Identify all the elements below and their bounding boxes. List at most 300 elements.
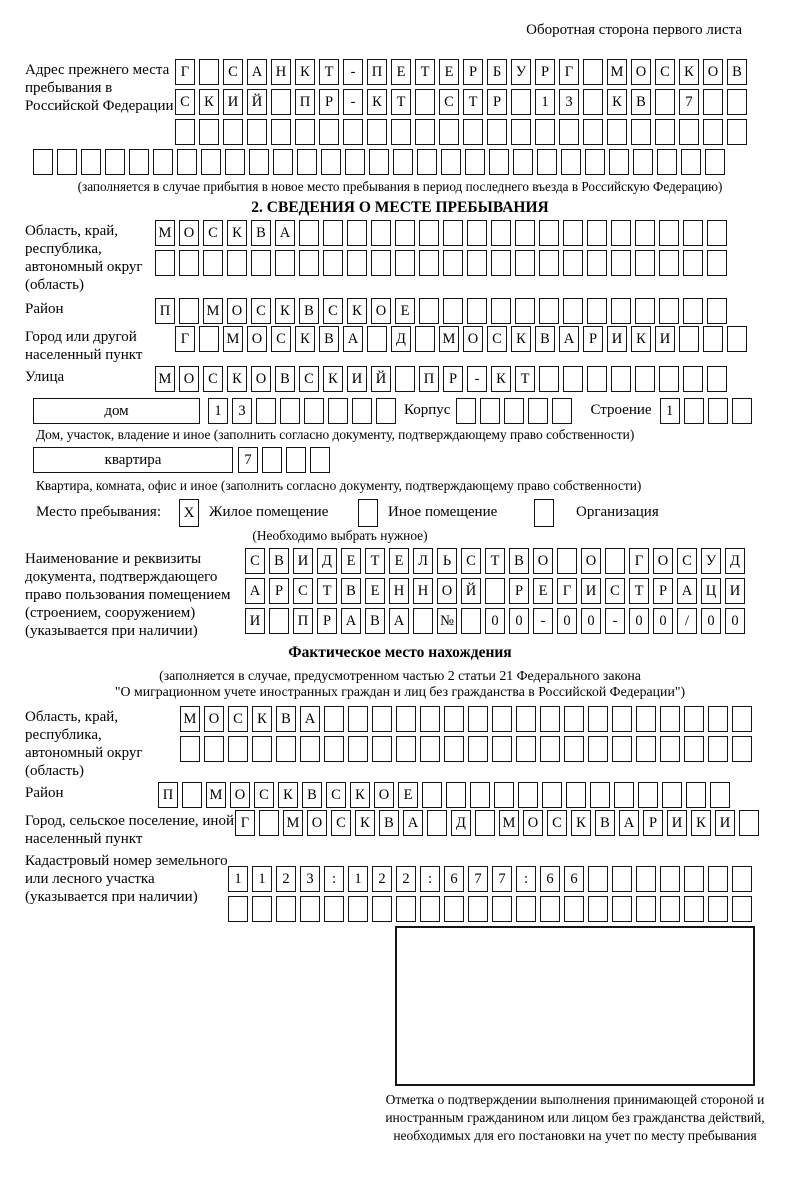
char-cell[interactable]: Т xyxy=(463,89,483,115)
char-cell[interactable]: М xyxy=(155,366,175,392)
char-cell[interactable]: Р xyxy=(269,578,289,604)
char-cell[interactable]: Л xyxy=(413,548,433,574)
char-cell[interactable] xyxy=(707,298,727,324)
char-cell[interactable] xyxy=(475,810,495,836)
char-cell[interactable] xyxy=(177,149,197,175)
char-cell[interactable]: О xyxy=(581,548,601,574)
char-cell[interactable]: 2 xyxy=(372,866,392,892)
char-cell[interactable]: Е xyxy=(341,548,361,574)
char-cell[interactable] xyxy=(587,366,607,392)
char-cell[interactable] xyxy=(422,782,442,808)
char-cell[interactable] xyxy=(540,706,560,732)
char-cell[interactable]: В xyxy=(379,810,399,836)
char-cell[interactable] xyxy=(371,220,391,246)
char-cell[interactable]: Р xyxy=(509,578,529,604)
char-cell[interactable]: 0 xyxy=(629,608,649,634)
char-cell[interactable]: А xyxy=(403,810,423,836)
char-cell[interactable] xyxy=(732,398,752,424)
char-cell[interactable] xyxy=(535,119,555,145)
char-cell[interactable]: № xyxy=(437,608,457,634)
char-cell[interactable]: / xyxy=(677,608,697,634)
char-cell[interactable] xyxy=(614,782,634,808)
char-cell[interactable]: - xyxy=(605,608,625,634)
char-cell[interactable] xyxy=(280,398,300,424)
char-cell[interactable] xyxy=(587,250,607,276)
char-cell[interactable]: Е xyxy=(398,782,418,808)
char-cell[interactable]: К xyxy=(278,782,298,808)
char-cell[interactable] xyxy=(199,326,219,352)
char-cell[interactable]: В xyxy=(727,59,747,85)
char-cell[interactable]: 1 xyxy=(252,866,272,892)
char-cell[interactable]: А xyxy=(341,608,361,634)
char-cell[interactable] xyxy=(528,398,548,424)
char-cell[interactable] xyxy=(153,149,173,175)
char-cell[interactable] xyxy=(419,298,439,324)
char-cell[interactable]: О xyxy=(371,298,391,324)
char-cell[interactable]: Г xyxy=(235,810,255,836)
char-cell[interactable]: О xyxy=(179,220,199,246)
char-cell[interactable]: П xyxy=(367,59,387,85)
char-cell[interactable]: Й xyxy=(247,89,267,115)
char-cell[interactable] xyxy=(708,896,728,922)
char-cell[interactable]: 3 xyxy=(232,398,252,424)
char-cell[interactable] xyxy=(252,736,272,762)
char-cell[interactable] xyxy=(444,736,464,762)
char-cell[interactable]: В xyxy=(302,782,322,808)
char-cell[interactable]: О xyxy=(179,366,199,392)
char-cell[interactable]: И xyxy=(293,548,313,574)
char-cell[interactable] xyxy=(708,736,728,762)
char-cell[interactable] xyxy=(564,706,584,732)
char-cell[interactable] xyxy=(539,298,559,324)
char-cell[interactable]: С xyxy=(605,578,625,604)
char-cell[interactable]: В xyxy=(251,220,271,246)
char-cell[interactable] xyxy=(105,149,125,175)
char-cell[interactable] xyxy=(681,149,701,175)
char-cell[interactable]: 1 xyxy=(660,398,680,424)
char-cell[interactable] xyxy=(395,366,415,392)
char-cell[interactable] xyxy=(662,782,682,808)
char-cell[interactable]: Т xyxy=(415,59,435,85)
char-cell[interactable] xyxy=(203,250,223,276)
char-cell[interactable] xyxy=(612,736,632,762)
char-cell[interactable]: Б xyxy=(487,59,507,85)
char-cell[interactable] xyxy=(252,896,272,922)
char-cell[interactable] xyxy=(271,119,291,145)
char-cell[interactable]: С xyxy=(323,298,343,324)
char-cell[interactable] xyxy=(467,298,487,324)
char-cell[interactable]: - xyxy=(343,59,363,85)
char-cell[interactable] xyxy=(660,866,680,892)
char-cell[interactable]: А xyxy=(343,326,363,352)
char-cell[interactable] xyxy=(494,782,514,808)
char-cell[interactable] xyxy=(256,398,276,424)
char-cell[interactable]: И xyxy=(655,326,675,352)
char-cell[interactable] xyxy=(324,706,344,732)
char-cell[interactable]: 0 xyxy=(485,608,505,634)
char-cell[interactable] xyxy=(686,782,706,808)
char-cell[interactable] xyxy=(655,89,675,115)
char-cell[interactable] xyxy=(420,896,440,922)
char-cell[interactable] xyxy=(367,326,387,352)
char-cell[interactable]: Е xyxy=(389,548,409,574)
char-cell[interactable]: Р xyxy=(463,59,483,85)
char-cell[interactable]: И xyxy=(223,89,243,115)
char-cell[interactable] xyxy=(635,220,655,246)
char-cell[interactable]: 6 xyxy=(540,866,560,892)
char-cell[interactable]: М xyxy=(283,810,303,836)
char-cell[interactable] xyxy=(297,149,317,175)
char-cell[interactable] xyxy=(539,250,559,276)
char-cell[interactable] xyxy=(259,810,279,836)
char-cell[interactable] xyxy=(461,608,481,634)
char-cell[interactable] xyxy=(516,896,536,922)
char-cell[interactable]: К xyxy=(691,810,711,836)
char-cell[interactable]: - xyxy=(467,366,487,392)
char-cell[interactable]: П xyxy=(295,89,315,115)
char-cell[interactable]: К xyxy=(367,89,387,115)
char-cell[interactable] xyxy=(467,220,487,246)
char-cell[interactable]: К xyxy=(607,89,627,115)
char-cell[interactable] xyxy=(659,298,679,324)
char-cell[interactable] xyxy=(655,119,675,145)
char-cell[interactable] xyxy=(395,250,415,276)
char-cell[interactable] xyxy=(732,736,752,762)
char-cell[interactable] xyxy=(286,447,306,473)
char-cell[interactable] xyxy=(684,706,704,732)
char-cell[interactable]: С xyxy=(677,548,697,574)
char-cell[interactable]: Д xyxy=(725,548,745,574)
char-cell[interactable]: Т xyxy=(515,366,535,392)
char-cell[interactable]: 7 xyxy=(492,866,512,892)
char-cell[interactable]: Й xyxy=(461,578,481,604)
char-cell[interactable] xyxy=(446,782,466,808)
checkbox-organization[interactable] xyxy=(534,499,554,527)
char-cell[interactable]: К xyxy=(323,366,343,392)
checkbox-residential[interactable]: X xyxy=(179,499,199,527)
char-cell[interactable]: И xyxy=(667,810,687,836)
char-cell[interactable]: Д xyxy=(451,810,471,836)
char-cell[interactable] xyxy=(636,896,656,922)
char-cell[interactable]: Р xyxy=(583,326,603,352)
char-cell[interactable] xyxy=(683,250,703,276)
char-cell[interactable]: О xyxy=(703,59,723,85)
char-cell[interactable] xyxy=(638,782,658,808)
char-cell[interactable] xyxy=(371,250,391,276)
char-cell[interactable]: 7 xyxy=(679,89,699,115)
char-cell[interactable] xyxy=(369,149,389,175)
char-cell[interactable]: С xyxy=(203,220,223,246)
char-cell[interactable]: К xyxy=(350,782,370,808)
char-cell[interactable] xyxy=(300,736,320,762)
char-cell[interactable] xyxy=(583,89,603,115)
char-cell[interactable]: В xyxy=(631,89,651,115)
char-cell[interactable]: 1 xyxy=(208,398,228,424)
char-cell[interactable]: Д xyxy=(317,548,337,574)
char-cell[interactable]: М xyxy=(499,810,519,836)
char-cell[interactable] xyxy=(611,366,631,392)
char-cell[interactable]: В xyxy=(595,810,615,836)
char-cell[interactable]: С xyxy=(439,89,459,115)
char-cell[interactable] xyxy=(732,706,752,732)
char-cell[interactable] xyxy=(480,398,500,424)
char-cell[interactable]: В xyxy=(275,366,295,392)
char-cell[interactable]: К xyxy=(347,298,367,324)
char-cell[interactable]: Н xyxy=(271,59,291,85)
char-cell[interactable] xyxy=(612,866,632,892)
char-cell[interactable] xyxy=(492,706,512,732)
char-cell[interactable] xyxy=(468,896,488,922)
char-cell[interactable]: А xyxy=(677,578,697,604)
char-cell[interactable]: Р xyxy=(535,59,555,85)
char-cell[interactable] xyxy=(636,866,656,892)
char-cell[interactable] xyxy=(391,119,411,145)
char-cell[interactable] xyxy=(684,896,704,922)
char-cell[interactable]: А xyxy=(389,608,409,634)
char-cell[interactable] xyxy=(467,250,487,276)
char-cell[interactable]: В xyxy=(319,326,339,352)
char-cell[interactable]: О xyxy=(653,548,673,574)
char-cell[interactable] xyxy=(609,149,629,175)
char-cell[interactable] xyxy=(299,220,319,246)
char-cell[interactable] xyxy=(491,298,511,324)
char-cell[interactable] xyxy=(299,250,319,276)
char-cell[interactable]: М xyxy=(439,326,459,352)
char-cell[interactable]: 1 xyxy=(348,866,368,892)
char-cell[interactable]: 0 xyxy=(581,608,601,634)
char-cell[interactable] xyxy=(590,782,610,808)
char-cell[interactable]: К xyxy=(355,810,375,836)
char-cell[interactable] xyxy=(557,548,577,574)
char-cell[interactable] xyxy=(583,119,603,145)
char-cell[interactable]: А xyxy=(245,578,265,604)
char-cell[interactable] xyxy=(563,298,583,324)
char-cell[interactable] xyxy=(227,250,247,276)
char-cell[interactable]: С xyxy=(547,810,567,836)
char-cell[interactable]: В xyxy=(341,578,361,604)
char-cell[interactable]: 0 xyxy=(725,608,745,634)
char-cell[interactable] xyxy=(566,782,586,808)
char-cell[interactable] xyxy=(660,736,680,762)
char-cell[interactable]: Д xyxy=(391,326,411,352)
char-cell[interactable] xyxy=(372,706,392,732)
char-cell[interactable] xyxy=(703,326,723,352)
char-cell[interactable]: 2 xyxy=(396,866,416,892)
char-cell[interactable] xyxy=(635,250,655,276)
char-cell[interactable] xyxy=(611,220,631,246)
char-cell[interactable] xyxy=(347,250,367,276)
char-cell[interactable] xyxy=(413,608,433,634)
char-cell[interactable] xyxy=(129,149,149,175)
char-cell[interactable]: - xyxy=(533,608,553,634)
char-cell[interactable] xyxy=(420,736,440,762)
char-cell[interactable]: Г xyxy=(559,59,579,85)
char-cell[interactable]: С xyxy=(293,578,313,604)
char-cell[interactable] xyxy=(415,89,435,115)
char-cell[interactable]: Т xyxy=(365,548,385,574)
char-cell[interactable]: И xyxy=(347,366,367,392)
char-cell[interactable] xyxy=(513,149,533,175)
char-cell[interactable]: В xyxy=(365,608,385,634)
char-cell[interactable] xyxy=(463,119,483,145)
char-cell[interactable]: Т xyxy=(391,89,411,115)
char-cell[interactable]: К xyxy=(275,298,295,324)
char-cell[interactable]: 0 xyxy=(701,608,721,634)
char-cell[interactable] xyxy=(707,220,727,246)
char-cell[interactable] xyxy=(456,398,476,424)
char-cell[interactable] xyxy=(271,89,291,115)
char-cell[interactable] xyxy=(539,366,559,392)
char-cell[interactable]: О xyxy=(463,326,483,352)
char-cell[interactable]: К xyxy=(511,326,531,352)
char-cell[interactable] xyxy=(732,896,752,922)
char-cell[interactable]: С xyxy=(228,706,248,732)
char-cell[interactable]: К xyxy=(199,89,219,115)
char-cell[interactable]: М xyxy=(203,298,223,324)
char-cell[interactable] xyxy=(310,447,330,473)
char-cell[interactable]: М xyxy=(223,326,243,352)
char-cell[interactable] xyxy=(511,89,531,115)
char-cell[interactable]: 0 xyxy=(509,608,529,634)
char-cell[interactable] xyxy=(396,736,416,762)
char-cell[interactable]: - xyxy=(343,89,363,115)
char-cell[interactable]: 3 xyxy=(300,866,320,892)
char-cell[interactable]: Т xyxy=(319,59,339,85)
char-cell[interactable]: В xyxy=(299,298,319,324)
char-cell[interactable] xyxy=(635,366,655,392)
char-cell[interactable] xyxy=(465,149,485,175)
char-cell[interactable] xyxy=(504,398,524,424)
char-cell[interactable] xyxy=(739,810,759,836)
char-cell[interactable] xyxy=(585,149,605,175)
char-cell[interactable] xyxy=(727,119,747,145)
char-cell[interactable]: О xyxy=(437,578,457,604)
char-cell[interactable] xyxy=(347,220,367,246)
char-cell[interactable] xyxy=(679,326,699,352)
char-cell[interactable] xyxy=(180,736,200,762)
char-cell[interactable] xyxy=(607,119,627,145)
char-cell[interactable]: Е xyxy=(365,578,385,604)
char-cell[interactable] xyxy=(348,896,368,922)
char-cell[interactable]: К xyxy=(491,366,511,392)
char-cell[interactable] xyxy=(319,119,339,145)
house-type-box[interactable]: дом xyxy=(33,398,200,424)
char-cell[interactable] xyxy=(612,896,632,922)
char-cell[interactable]: М xyxy=(607,59,627,85)
char-cell[interactable] xyxy=(323,250,343,276)
char-cell[interactable]: Г xyxy=(557,578,577,604)
char-cell[interactable]: Е xyxy=(439,59,459,85)
char-cell[interactable]: И xyxy=(607,326,627,352)
char-cell[interactable] xyxy=(611,250,631,276)
char-cell[interactable] xyxy=(199,59,219,85)
char-cell[interactable]: 6 xyxy=(444,866,464,892)
char-cell[interactable]: И xyxy=(245,608,265,634)
char-cell[interactable]: К xyxy=(295,326,315,352)
char-cell[interactable] xyxy=(155,250,175,276)
char-cell[interactable]: Н xyxy=(413,578,433,604)
char-cell[interactable] xyxy=(657,149,677,175)
char-cell[interactable]: В xyxy=(509,548,529,574)
char-cell[interactable] xyxy=(441,149,461,175)
char-cell[interactable]: У xyxy=(701,548,721,574)
char-cell[interactable]: 3 xyxy=(559,89,579,115)
char-cell[interactable]: 1 xyxy=(228,866,248,892)
char-cell[interactable] xyxy=(705,149,725,175)
char-cell[interactable] xyxy=(321,149,341,175)
char-cell[interactable]: К xyxy=(252,706,272,732)
char-cell[interactable] xyxy=(707,250,727,276)
char-cell[interactable]: : xyxy=(324,866,344,892)
char-cell[interactable]: В xyxy=(269,548,289,574)
char-cell[interactable] xyxy=(444,706,464,732)
char-cell[interactable]: К xyxy=(227,366,247,392)
char-cell[interactable]: К xyxy=(571,810,591,836)
char-cell[interactable] xyxy=(427,810,447,836)
char-cell[interactable] xyxy=(444,896,464,922)
char-cell[interactable] xyxy=(727,326,747,352)
char-cell[interactable] xyxy=(588,896,608,922)
char-cell[interactable] xyxy=(415,119,435,145)
char-cell[interactable] xyxy=(276,896,296,922)
char-cell[interactable] xyxy=(612,706,632,732)
char-cell[interactable] xyxy=(588,736,608,762)
char-cell[interactable]: С xyxy=(331,810,351,836)
char-cell[interactable] xyxy=(348,706,368,732)
char-cell[interactable]: Е xyxy=(391,59,411,85)
char-cell[interactable] xyxy=(515,298,535,324)
char-cell[interactable] xyxy=(515,220,535,246)
char-cell[interactable] xyxy=(542,782,562,808)
char-cell[interactable] xyxy=(659,250,679,276)
char-cell[interactable]: Р xyxy=(487,89,507,115)
char-cell[interactable] xyxy=(552,398,572,424)
char-cell[interactable]: 7 xyxy=(468,866,488,892)
char-cell[interactable] xyxy=(376,398,396,424)
char-cell[interactable]: В xyxy=(535,326,555,352)
char-cell[interactable] xyxy=(588,706,608,732)
char-cell[interactable]: Р xyxy=(319,89,339,115)
char-cell[interactable]: С xyxy=(271,326,291,352)
char-cell[interactable]: Т xyxy=(629,578,649,604)
char-cell[interactable] xyxy=(468,736,488,762)
char-cell[interactable] xyxy=(443,298,463,324)
char-cell[interactable]: Р xyxy=(317,608,337,634)
char-cell[interactable] xyxy=(33,149,53,175)
char-cell[interactable]: Р xyxy=(643,810,663,836)
char-cell[interactable] xyxy=(516,736,536,762)
char-cell[interactable]: 6 xyxy=(564,866,584,892)
char-cell[interactable]: Е xyxy=(395,298,415,324)
char-cell[interactable] xyxy=(537,149,557,175)
char-cell[interactable] xyxy=(295,119,315,145)
char-cell[interactable]: П xyxy=(293,608,313,634)
char-cell[interactable] xyxy=(199,119,219,145)
char-cell[interactable]: С xyxy=(655,59,675,85)
char-cell[interactable] xyxy=(247,119,267,145)
char-cell[interactable] xyxy=(81,149,101,175)
char-cell[interactable] xyxy=(710,782,730,808)
char-cell[interactable] xyxy=(420,706,440,732)
char-cell[interactable] xyxy=(636,736,656,762)
char-cell[interactable] xyxy=(564,896,584,922)
char-cell[interactable]: В xyxy=(276,706,296,732)
char-cell[interactable] xyxy=(57,149,77,175)
char-cell[interactable] xyxy=(419,250,439,276)
char-cell[interactable] xyxy=(343,119,363,145)
char-cell[interactable] xyxy=(708,706,728,732)
char-cell[interactable]: Р xyxy=(443,366,463,392)
